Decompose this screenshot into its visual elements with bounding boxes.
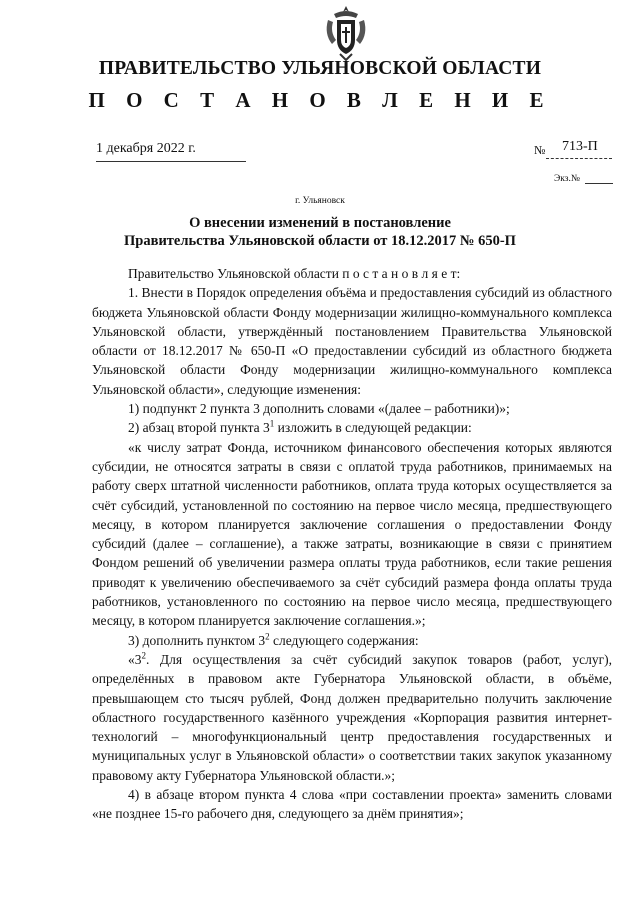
quoted-paragraph-1: «к числу затрат Фонда, источником финансового обеспечения которых являются субсидии, не относятся затраты в связи с оплатой труда работников, принимаемых на работу сверх штатной численности работников, оплата труда которых осуществляется за счёт субсидий, установленной по состоянию на первое число месяца, предшествующего месяцу, в котором планируется заключение соглашения о предоставлении Фонду субсидий (далее – соглашение), а также затраты, возникающие в связи с принятием Фондом решений об увеличении размера оплаты труда работников, если такие решения приводят к увеличению обеспечиваемого за счёт субсидий размера фонда оплаты труда работников, установленного по состоянию на первое число месяца, предшествующего месяцу, в котором планируется заключение соглашения.»;	[92, 439, 612, 629]
date-underline	[96, 161, 246, 162]
document-type-heading: П О С Т А Н О В Л Е Н И Е	[88, 88, 552, 112]
subitem-2-text: 2) абзац второй пункта 3	[128, 420, 270, 436]
quoted-paragraph-2	[92, 650, 612, 785]
coat-of-arms-emblem	[324, 4, 368, 62]
quote-2-text: . Для осуществления за счёт субсидий закупок товаров (работ, услуг), определённых в правовом акте Губернатора Ульяновской области, в объёме, превышающем сто тысяч рублей, Фонд должен предварительно получить заключение областного государственного казённого учреждения «Корпорация развития интернет-технологий – многофункциональный центр предоставления государственных и муниципальных услуг в Ульяновской области» о соответствии таких закупок указанному правовому акту Губернатора Ульяновской области.»;	[92, 651, 612, 783]
copy-number-label: Экз.№	[554, 174, 580, 184]
superscript: 2	[141, 650, 146, 661]
government-title: ПРАВИТЕЛЬСТВО УЛЬЯНОВСКОЙ ОБЛАСТИ	[98, 58, 542, 79]
item-1-paragraph: 1. Внести в Порядок определения объёма и предоставления субсидий из областного бюджета Ульяновской области Фонду модернизации жилищно-коммунального комплекса Ульяновской области, утверждённый постановлением Правительства Ульяновской области от 18.12.2017 № 650-П «О предоставлении субсидий из областного бюджета Ульяновской области Фонду модернизации жилищно-коммунального комплекса Ульяновской области», следующие изменения:	[92, 285, 612, 397]
subject-line-2: Правительства Ульяновской области от 18.12.2017 № 650-П	[124, 233, 516, 249]
document-number: 713-П	[562, 139, 598, 154]
superscript: 2	[265, 631, 270, 642]
preamble-paragraph: Правительство Ульяновской области п о с т а н о в л я е т:	[128, 266, 461, 281]
subitem-2-text-end: изложить в следующей редакции:	[274, 420, 472, 436]
document-date: 1 декабря 2022 г.	[96, 141, 196, 156]
subitem-1-paragraph: 1) подпункт 2 пункта 3 дополнить словами «(далее – работники)»;	[128, 401, 510, 417]
subitem-3-text-end: следующего содержания:	[269, 632, 419, 648]
document-subject	[0, 214, 640, 250]
subitem-2-paragraph	[92, 418, 612, 437]
copy-number-line	[585, 183, 613, 184]
superscript: 1	[269, 418, 275, 429]
subject-line-1: О внесении изменений в постановление	[189, 215, 451, 231]
subitem-4-paragraph: 4) в абзаце втором пункта 4 слова «при составлении проекта» заменить словами «не позднее 15-го рабочего дня, следующего за днём принятия»;	[92, 787, 612, 822]
city-label: г. Ульяновск	[295, 196, 345, 206]
number-underline	[546, 158, 612, 159]
quote-2-start: «3	[128, 651, 142, 667]
document-body	[92, 264, 612, 824]
subitem-3-text: 3) дополнить пунктом 3	[128, 632, 266, 648]
number-label: №	[534, 143, 546, 157]
subitem-3-paragraph	[92, 631, 612, 650]
